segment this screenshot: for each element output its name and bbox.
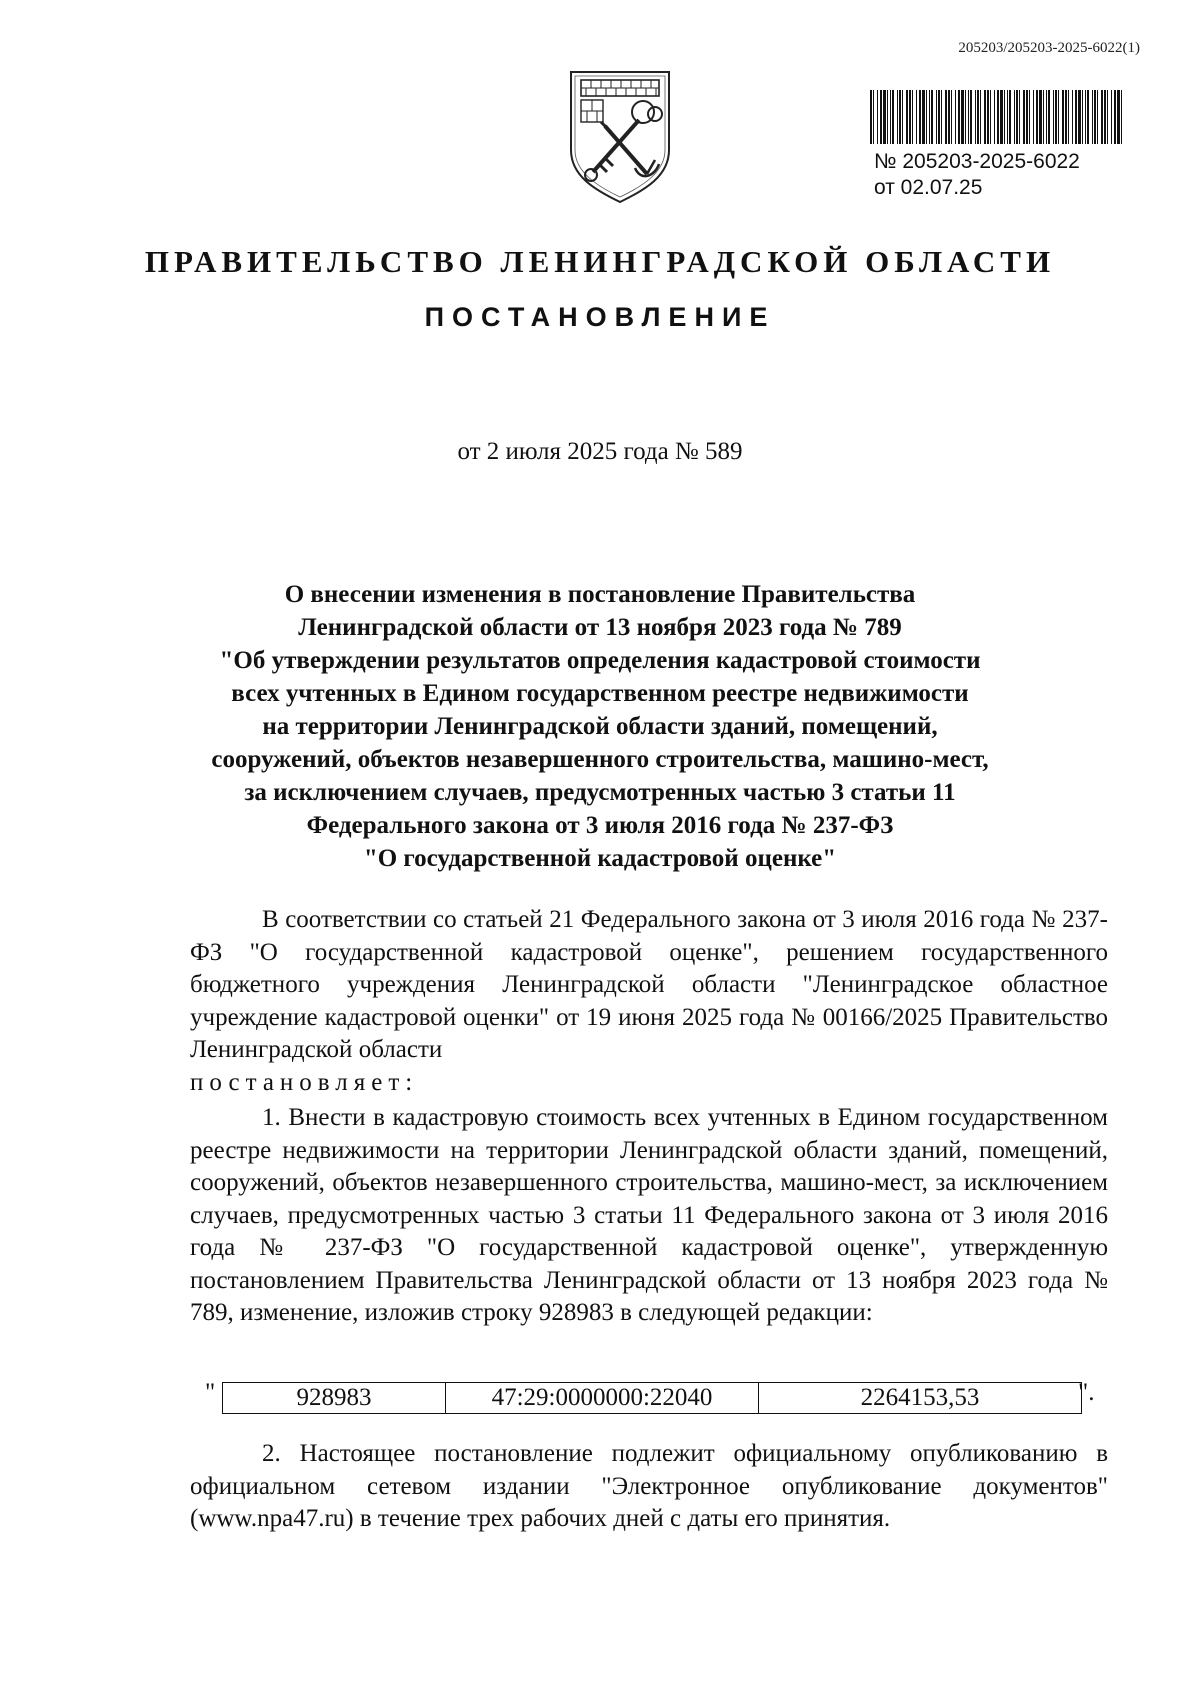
row-number-cell: 928983 <box>223 1383 446 1414</box>
open-quote: " <box>205 1379 216 1406</box>
preamble-block <box>190 904 1108 1099</box>
cadastral-value-cell: 2264153,53 <box>759 1383 1082 1414</box>
subject-line: Федерального закона от 3 июля 2016 года № 237-ФЗ <box>306 812 894 839</box>
leningrad-oblast-coat-of-arms-icon <box>565 68 675 206</box>
document-type: ПОСТАНОВЛЕНИЕ <box>424 302 776 332</box>
cadastral-number-cell: 47:29:0000000:22040 <box>446 1383 759 1414</box>
subject-line: всех учтенных в Едином государственном реестре недвижимости <box>231 680 969 707</box>
edited-row-block <box>200 1379 1110 1413</box>
item-2-paragraph: 2. Настоящее постановление подлежит официальному опубликованию в официальном сетевом издании "Электронное опубликование документов" (www.npa47.ru) в течение трех рабочих дней с даты его принятия. <box>190 1440 1108 1532</box>
table-row <box>223 1383 1082 1414</box>
item-2 <box>190 1438 1108 1536</box>
subject-line: за исключением случаев, предусмотренных частью 3 статьи 11 <box>244 779 956 806</box>
registration-date: от 02.07.25 <box>874 176 983 199</box>
registration-number: № 205203-2025-6022 <box>874 150 1080 173</box>
subject-line: "О государственной кадастровой оценке" <box>363 845 837 872</box>
edited-row-table <box>222 1382 1082 1414</box>
document-date: от 2 июля 2025 года № 589 <box>457 438 743 465</box>
item-1-paragraph: 1. Внести в кадастровую стоимость всех учтенных в Едином государственном реестре недвижимости на территории Ленинградской области зданий, помещений, сооружений, объектов незавершенного строительства, машино-мест, за исключением случаев, предусмотренных частью 3 статьи 11 Федерального закона от 3 июля 2016 года № 237-ФЗ "О государственной кадастровой оценке", утвержденную постановлением Правительства Ленинградской области от 13 ноября 2023 года № 789, изменение, изложив строку 928983 в следующей редакции: <box>190 1104 1108 1326</box>
close-quote: ". <box>1078 1379 1095 1406</box>
item-1 <box>190 1102 1108 1330</box>
registration-block <box>868 90 1128 201</box>
subject-line: на территории Ленинградской области зданий, помещений, <box>262 713 938 740</box>
document-reference-code: 205203/205203-2025-6022(1) <box>958 40 1140 56</box>
subject-line: О внесении изменения в постановление Правительства <box>284 581 916 608</box>
barcode <box>868 90 1126 144</box>
document-subject <box>150 578 1050 875</box>
preamble-paragraph: В соответствии со статьей 21 Федерального закона от 3 июля 2016 года № 237-ФЗ "О государственной кадастровой оценке", решением государственного бюджетного учреждения Ленинградской области "Ленинградское областное учреждение кадастровой оценки" от 19 июня 2025 года № 00166/2025 Правительство Ленинградской области <box>190 906 1108 1063</box>
subject-line: "Об утверждении результатов определения кадастровой стоимости <box>219 647 981 674</box>
subject-line: Ленинградской области от 13 ноября 2023 года № 789 <box>298 614 902 641</box>
government-title: ПРАВИТЕЛЬСТВО ЛЕНИНГРАДСКОЙ ОБЛАСТИ <box>144 244 1056 279</box>
subject-line: сооружений, объектов незавершенного строительства, машино-мест, <box>211 746 989 773</box>
decree-word: постановляет: <box>190 1068 419 1096</box>
